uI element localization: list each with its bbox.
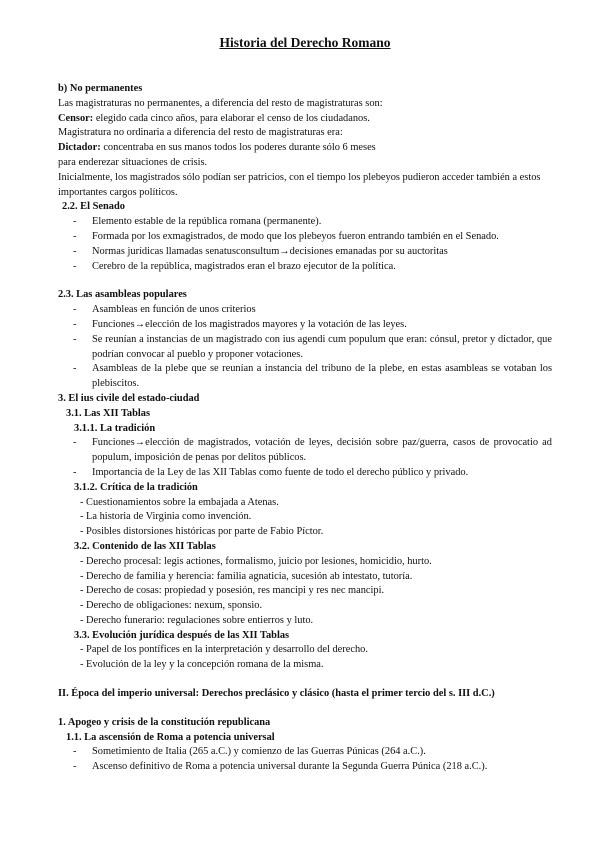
censor-label: Censor: xyxy=(58,112,94,124)
list-item: - Cerebro de la república, magistrados eran el brazo ejecutor de la política. xyxy=(73,260,396,272)
list-item: - Se reunían a instancias de un magistrado con ius agendi cum populum que eran: cónsul, pretor y dictador, que podrían convocar al pueblo y proponer votaciones. xyxy=(73,333,552,360)
list-item: - Ascenso definitivo de Roma a potencia universal durante la Segunda Guerra Púnica (218 a.C.). xyxy=(73,761,488,773)
epoca-heading: II. Época del imperio universal: Derechos preclásico y clásico (hasta el primer tercio del s. III d.C.) xyxy=(58,688,495,700)
document-title: Historia del Derecho Romano xyxy=(219,35,391,50)
section-b-line3: Magistratura no ordinaria a diferencia del resto de magistraturas era: xyxy=(58,127,343,139)
dictador-line xyxy=(58,141,552,156)
section-b-line1: Las magistraturas no permanentes, a diferencia del resto de magistraturas son: xyxy=(58,97,383,109)
censor-text: elegido cada cinco años, para elaborar el censo de los ciudadanos. xyxy=(93,112,370,124)
section-b-line6: Inicialmente, los magistrados sólo podían ser patricios, con el tiempo los plebeyos pudieron acceder también a estos importantes cargos políticos. xyxy=(58,171,541,198)
ascension-heading: 1.1. La ascensión de Roma a potencia universal xyxy=(66,731,275,743)
senado-list xyxy=(58,215,552,274)
list-item: - Evolución de la ley y la concepción romana de la misma. xyxy=(80,659,324,671)
list-item: - Papel de los pontífices en la interpretación y desarrollo del derecho. xyxy=(80,644,368,656)
tradicion-list xyxy=(58,436,552,480)
asambleas-list xyxy=(58,303,552,392)
ascension-list xyxy=(58,745,552,775)
dictador-label: Dictador: xyxy=(58,142,101,154)
contenido-heading: 3.2. Contenido de las XII Tablas xyxy=(74,540,216,552)
xii-tablas-heading: 3.1. Las XII Tablas xyxy=(66,407,151,419)
list-item: - Asambleas en función de unos criterios xyxy=(73,304,256,316)
tradicion-heading: 3.1.1. La tradición xyxy=(74,422,156,434)
list-item: - Derecho procesal: legis actiones, formalismo, juicio por lesiones, homicidio, hurto. xyxy=(80,555,432,567)
list-item: - Funciones→elección de los magistrados mayores y la votación de las leyes. xyxy=(73,318,407,330)
list-item: - Asambleas de la plebe que se reunían a instancia del tribuno de la plebe, en estas asambleas se votaban los plebiscitos. xyxy=(73,363,552,390)
critica-heading: 3.1.2. Crítica de la tradición xyxy=(74,481,198,493)
list-item: - Derecho de obligaciones: nexum, sponsio. xyxy=(80,600,263,612)
asambleas-heading: 2.3. Las asambleas populares xyxy=(58,289,187,301)
apogeo-heading: 1. Apogeo y crisis de la constitución republicana xyxy=(58,716,271,728)
section-b-line5: para enderezar situaciones de crisis. xyxy=(58,156,208,168)
list-item: - La historia de Virginia como invención. xyxy=(80,511,252,523)
list-item: - Formada por los exmagistrados, de modo que los plebeyos fueron entrando también en el Senado. xyxy=(73,230,499,242)
evolucion-heading: 3.3. Evolución jurídica después de las XII Tablas xyxy=(74,629,290,641)
list-item: - Funciones→elección de magistrados, votación de leyes, decisión sobre paz/guerra, casos de provocatio ad populum, imposición de penas por delitos públicos. xyxy=(73,437,552,464)
list-item: - Cuestionamientos sobre la embajada a Atenas. xyxy=(80,496,279,508)
critica-list xyxy=(58,496,552,540)
list-item: - Derecho de cosas: propiedad y posesión, res mancipi y res nec mancipi. xyxy=(80,585,385,597)
evolucion-list xyxy=(58,643,552,673)
list-item: - Normas jurídicas llamadas senatusconsultum→decisiones emanadas por su auctoritas xyxy=(73,245,448,257)
list-item: - Sometimiento de Italia (265 a.C.) y comienzo de las Guerras Púnicas (264 a.C.). xyxy=(73,746,426,758)
dictador-text: concentraba en sus manos todos los poderes durante sólo 6 meses xyxy=(100,142,376,154)
list-item: - Derecho funerario: regulaciones sobre entierros y luto. xyxy=(80,614,314,626)
section-b-heading: b) No permanentes xyxy=(58,83,143,94)
list-item: - Derecho de familia y herencia: familia agnaticia, sucesión ab intestato, tutoría. xyxy=(80,570,413,582)
list-item: - Elemento estable de la república romana (permanente). xyxy=(73,216,322,228)
ius-civile-heading: 3. El ius civile del estado-ciudad xyxy=(58,392,200,404)
senado-heading: 2.2. El Senado xyxy=(62,201,125,213)
censor-line xyxy=(58,112,552,127)
contenido-list xyxy=(58,555,552,629)
list-item: - Importancia de la Ley de las XII Tablas como fuente de todo el derecho público y privado. xyxy=(73,466,469,478)
list-item: - Posibles distorsiones históricas por parte de Fabio Píctor. xyxy=(80,526,324,538)
